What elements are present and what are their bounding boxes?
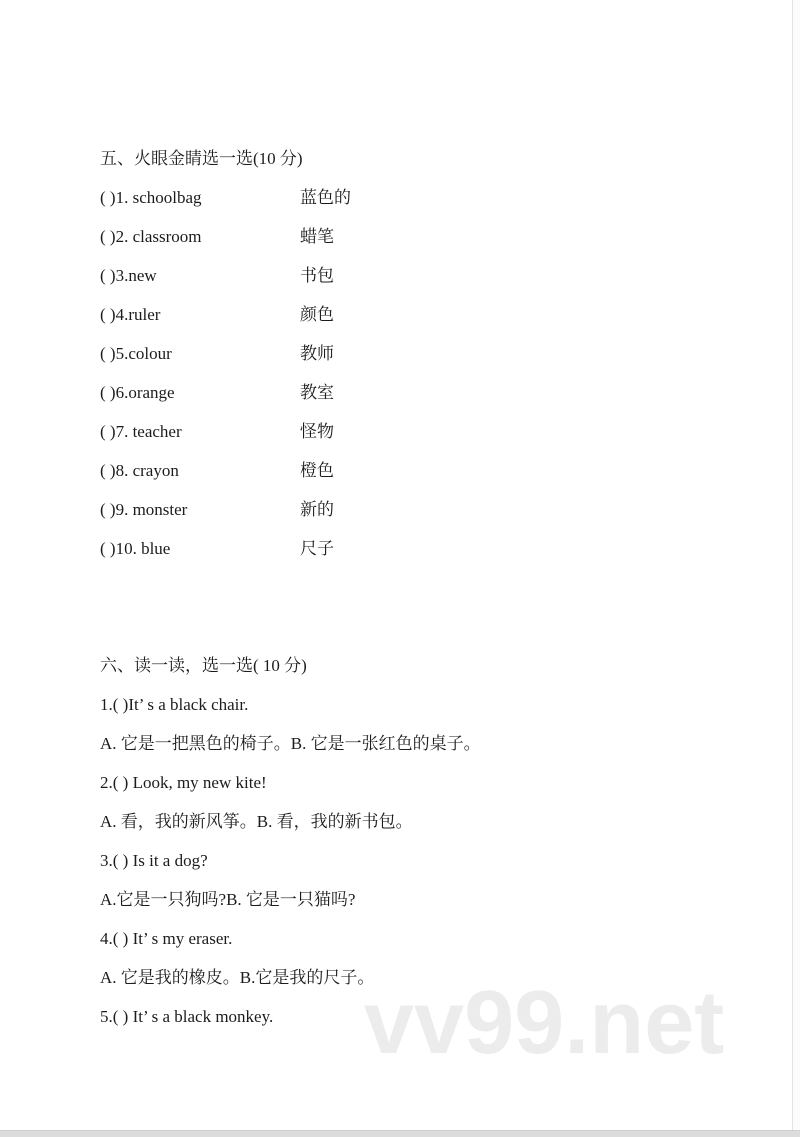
section6-header	[100, 646, 740, 685]
match-chinese-option: 怪物	[300, 422, 334, 441]
match-chinese-option: 教室	[300, 383, 334, 402]
options-line: A. 它是我的橡皮。B.它是我的尺子。	[100, 968, 375, 987]
match-row	[100, 334, 740, 373]
match-row	[100, 295, 740, 334]
match-english-term: ( )6.orange	[100, 383, 175, 402]
match-row	[100, 490, 740, 529]
match-chinese-option: 新的	[300, 500, 334, 519]
options-line: A. 它是一把黑色的椅子。B. 它是一张红色的桌子。	[100, 734, 481, 753]
worksheet-content	[100, 139, 740, 1036]
page-right-margin	[793, 0, 800, 1131]
question-list	[100, 685, 740, 1036]
match-chinese-option: 蓝色的	[300, 188, 351, 207]
match-english-term: ( )1. schoolbag	[100, 188, 202, 207]
match-row	[100, 451, 740, 490]
match-english-term: ( )2. classroom	[100, 227, 202, 246]
question-line: 2.( ) Look, my new kite!	[100, 773, 267, 792]
match-english-term: ( )7. teacher	[100, 422, 182, 441]
section-gap	[100, 568, 740, 646]
match-english-term: ( )5.colour	[100, 344, 172, 363]
section5-title: 五、火眼金睛选一选(10 分)	[100, 149, 303, 168]
match-row	[100, 373, 740, 412]
match-row	[100, 412, 740, 451]
question-line: 3.( ) Is it a dog?	[100, 851, 208, 870]
match-row	[100, 529, 740, 568]
question-line: 4.( ) It’ s my eraser.	[100, 929, 233, 948]
section6-title: 六、读一读，选一选( 10 分)	[100, 656, 307, 675]
page-bottom-edge	[0, 1130, 800, 1137]
match-row	[100, 217, 740, 256]
match-chinese-option: 书包	[300, 266, 334, 285]
match-chinese-option: 教师	[300, 344, 334, 363]
matching-list	[100, 178, 740, 568]
question-line: 1.( )It’ s a black chair.	[100, 695, 249, 714]
match-chinese-option: 颜色	[300, 305, 334, 324]
match-chinese-option: 橙色	[300, 461, 334, 480]
match-english-term: ( )9. monster	[100, 500, 188, 519]
match-english-term: ( )3.new	[100, 266, 157, 285]
watermark: vv99.net	[364, 973, 725, 1073]
options-line: A. 看，我的新风筝。B. 看，我的新书包。	[100, 812, 413, 831]
question-line: 5.( ) It’ s a black monkey.	[100, 1007, 274, 1026]
section5-header	[100, 139, 740, 178]
match-english-term: ( )4.ruler	[100, 305, 161, 324]
match-row	[100, 256, 740, 295]
match-chinese-option: 尺子	[300, 539, 334, 558]
match-chinese-option: 蜡笔	[300, 227, 334, 246]
page-right-edge	[792, 0, 793, 1131]
match-english-term: ( )10. blue	[100, 539, 171, 558]
match-row	[100, 178, 740, 217]
options-line: A.它是一只狗吗?B. 它是一只猫吗?	[100, 890, 356, 909]
match-english-term: ( )8. crayon	[100, 461, 179, 480]
